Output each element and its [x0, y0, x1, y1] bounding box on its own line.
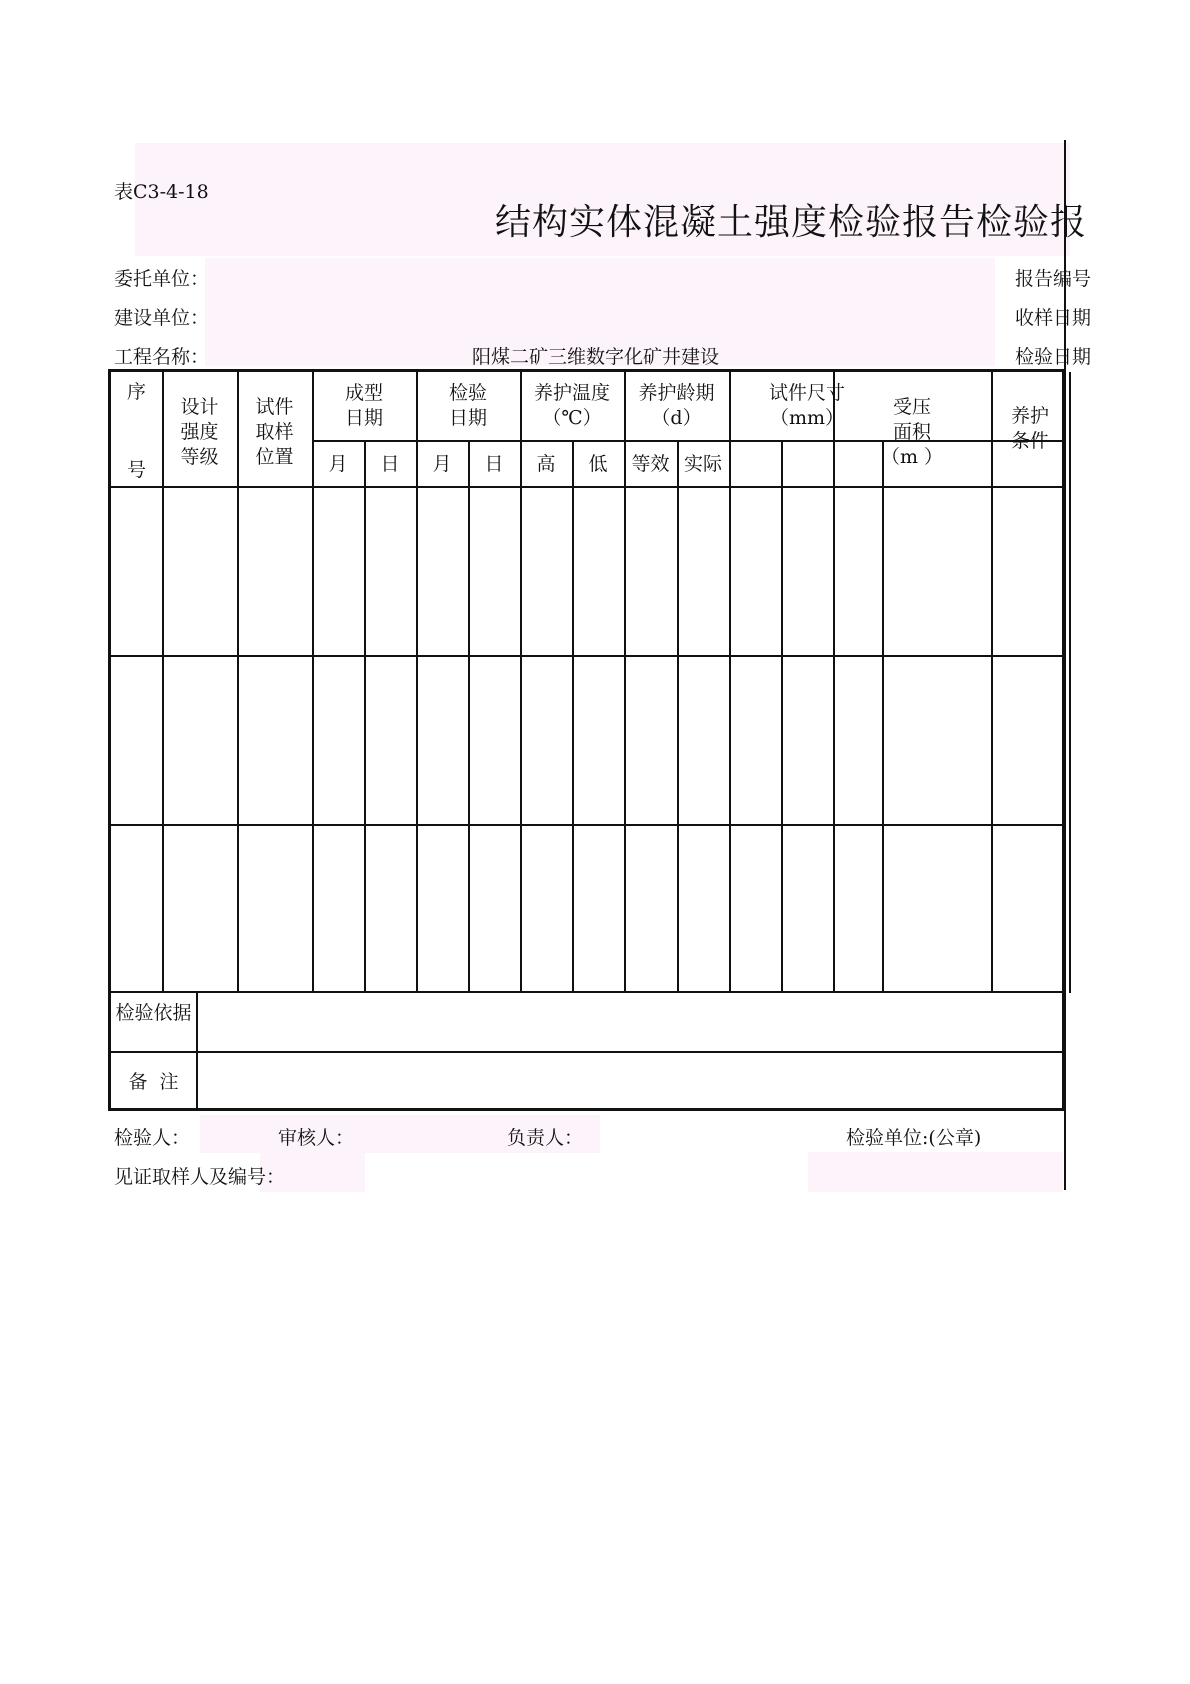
basis-label: 检验依据: [115, 1001, 192, 1024]
col-line: [572, 441, 574, 993]
responsible-label: 负责人：: [507, 1127, 584, 1149]
col-line: [1069, 372, 1071, 993]
col-forming-date: 成型 日期: [344, 382, 383, 429]
col-curing-condition: 养护 条件: [1010, 405, 1049, 452]
col-specimen-size: 试件尺寸 （mm）: [768, 382, 845, 429]
sample-date-label: 收样日期: [1015, 307, 1092, 329]
reviewer-label: 审核人：: [278, 1127, 355, 1149]
form-code: 表C3-4-18: [114, 181, 209, 203]
label-col-line: [196, 993, 198, 1111]
col-line: [882, 441, 884, 993]
sub-equivalent: 等效: [631, 452, 670, 475]
builder-label: 建设单位：: [114, 307, 210, 329]
sub-day: 日: [380, 452, 400, 475]
sub-month: 月: [328, 452, 348, 475]
sub-month: 月: [432, 452, 452, 475]
col-seq-bottom: 号: [126, 458, 146, 481]
witness-label: 见证取样人及编号：: [114, 1166, 286, 1188]
row-divider-2: [111, 824, 1065, 826]
header-bottom-line: [111, 486, 1065, 488]
project-name: 阳煤二矿三维数字化矿井建设: [472, 346, 720, 368]
col-line: [364, 441, 366, 993]
col-test-date: 检验 日期: [448, 382, 487, 429]
unit-label: 检验单位:(公章): [846, 1127, 982, 1149]
col-curing-age: 养护龄期 （d）: [638, 382, 715, 429]
col-curing-temp: 养护温度 （℃）: [533, 382, 610, 429]
row-divider-3: [111, 991, 1065, 993]
col-sample-location: 试件 取样 位置: [255, 395, 294, 468]
col-line: [468, 441, 470, 993]
col-line: [729, 372, 731, 993]
row-divider-1: [111, 655, 1065, 657]
report-no-label: 报告编号: [1015, 268, 1092, 290]
col-line: [677, 441, 679, 993]
remarks-label: 备 注: [128, 1070, 179, 1093]
client-label: 委托单位：: [114, 268, 210, 290]
col-design-grade: 设计 强度 等级: [180, 395, 219, 468]
row-divider-4: [111, 1051, 1065, 1053]
sub-low: 低: [588, 452, 608, 475]
sub-actual: 实际: [683, 452, 722, 475]
sub-day: 日: [484, 452, 504, 475]
col-seq-top: 序: [126, 380, 146, 403]
col-line: [781, 441, 783, 993]
inspect-date-label: 检验日期: [1015, 346, 1092, 368]
page-title: 结构实体混凝土强度检验报告检验报: [495, 202, 1088, 243]
inspection-table: [108, 369, 1065, 1111]
footer-tint-2: [808, 1152, 1063, 1192]
col-pressure-area: 受压 面积 （m ）: [880, 395, 944, 468]
sub-high: 高: [536, 452, 556, 475]
project-label: 工程名称：: [114, 346, 210, 368]
inspector-label: 检验人：: [114, 1127, 191, 1149]
